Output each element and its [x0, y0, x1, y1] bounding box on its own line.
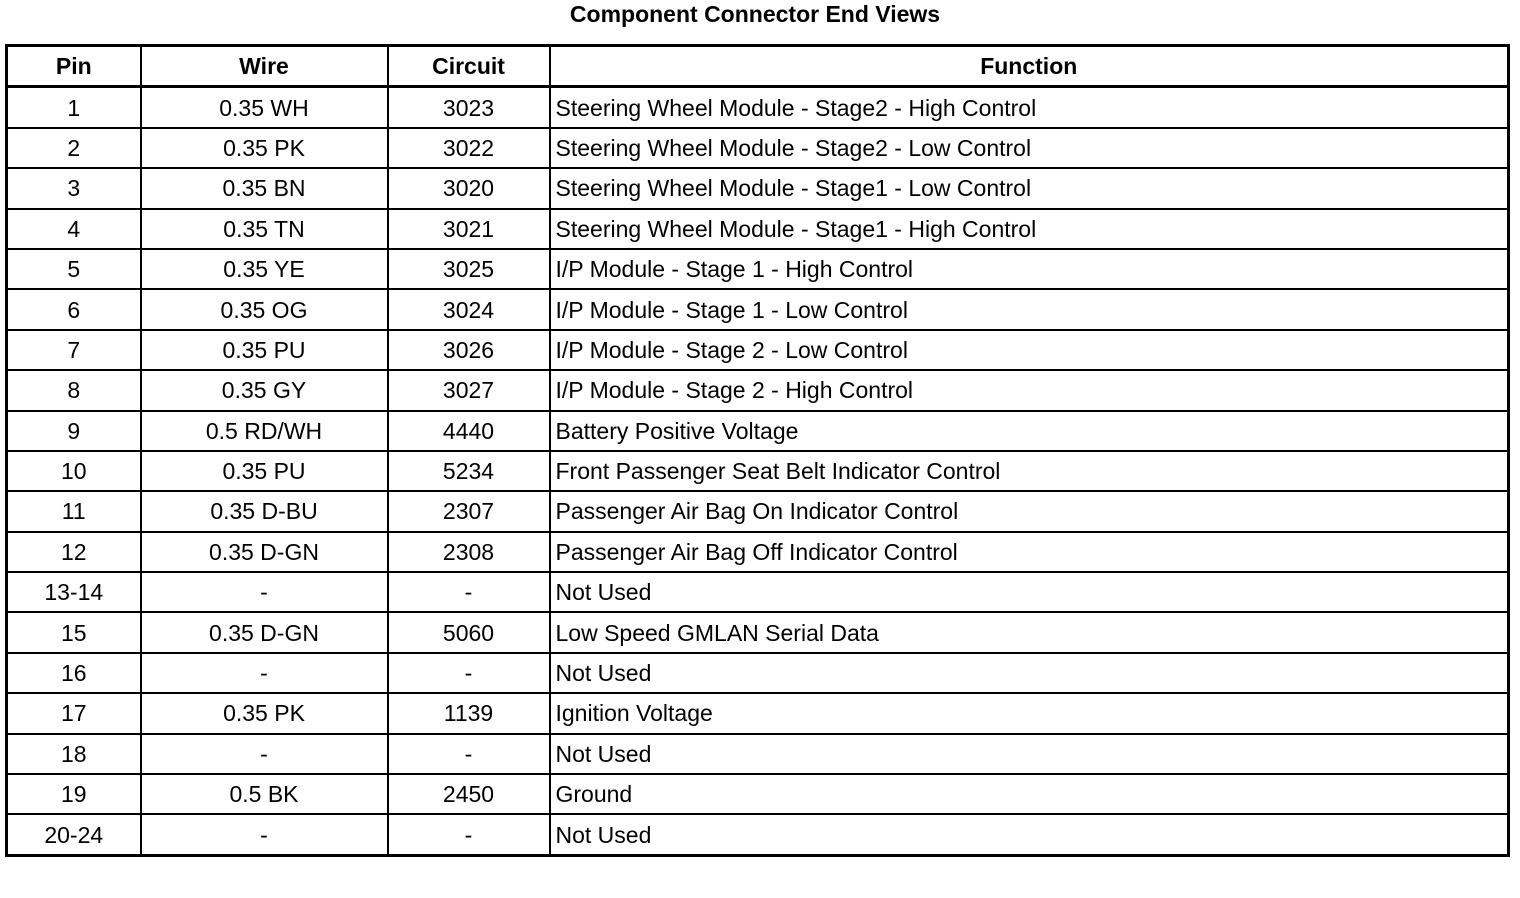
function-cell: Ground [550, 774, 1509, 814]
circuit-cell: 2450 [388, 774, 550, 814]
function-cell: Passenger Air Bag On Indicator Control [550, 491, 1509, 531]
wire-cell: 0.35 TN [141, 209, 388, 249]
wire-cell: 0.35 D-GN [141, 612, 388, 652]
table-row [7, 289, 1509, 329]
circuit-cell: - [388, 814, 550, 855]
pin-cell: 17 [7, 693, 141, 733]
header-pin: Pin [7, 46, 141, 87]
pin-cell: 6 [7, 289, 141, 329]
circuit-cell: 3025 [388, 249, 550, 289]
function-cell: Ignition Voltage [550, 693, 1509, 733]
circuit-cell: 3022 [388, 128, 550, 168]
table-row [7, 532, 1509, 572]
pin-cell: 9 [7, 411, 141, 451]
header-function: Function [550, 46, 1509, 87]
wire-cell: 0.35 PK [141, 128, 388, 168]
table-body [7, 87, 1509, 855]
function-cell: Steering Wheel Module - Stage1 - Low Control [550, 168, 1509, 208]
pin-cell: 13-14 [7, 572, 141, 612]
function-cell: Passenger Air Bag Off Indicator Control [550, 532, 1509, 572]
table-row [7, 330, 1509, 370]
wire-cell: - [141, 734, 388, 774]
table-row [7, 87, 1509, 128]
pin-cell: 11 [7, 491, 141, 531]
function-cell: I/P Module - Stage 1 - Low Control [550, 289, 1509, 329]
pin-cell: 18 [7, 734, 141, 774]
pin-cell: 7 [7, 330, 141, 370]
table-row [7, 249, 1509, 289]
table-row [7, 734, 1509, 774]
table-row [7, 814, 1509, 855]
wire-cell: 0.35 WH [141, 87, 388, 128]
pin-cell: 8 [7, 370, 141, 410]
table-row [7, 128, 1509, 168]
circuit-cell: 3026 [388, 330, 550, 370]
circuit-cell: 3021 [388, 209, 550, 249]
circuit-cell: 5060 [388, 612, 550, 652]
function-cell: I/P Module - Stage 2 - Low Control [550, 330, 1509, 370]
function-cell: Not Used [550, 572, 1509, 612]
function-cell: I/P Module - Stage 1 - High Control [550, 249, 1509, 289]
function-cell: Steering Wheel Module - Stage2 - High Control [550, 87, 1509, 128]
wire-cell: 0.35 YE [141, 249, 388, 289]
pin-cell: 3 [7, 168, 141, 208]
function-cell: Steering Wheel Module - Stage1 - High Control [550, 209, 1509, 249]
function-cell: Front Passenger Seat Belt Indicator Control [550, 451, 1509, 491]
circuit-cell: 5234 [388, 451, 550, 491]
wire-cell: - [141, 814, 388, 855]
table-row [7, 491, 1509, 531]
table-header-row [7, 46, 1509, 87]
function-cell: Battery Positive Voltage [550, 411, 1509, 451]
wire-cell: - [141, 572, 388, 612]
pin-cell: 1 [7, 87, 141, 128]
function-cell: Low Speed GMLAN Serial Data [550, 612, 1509, 652]
connector-pinout-table [5, 44, 1510, 857]
wire-cell: 0.35 PK [141, 693, 388, 733]
function-cell: Steering Wheel Module - Stage2 - Low Control [550, 128, 1509, 168]
wire-cell: 0.35 OG [141, 289, 388, 329]
wire-cell: 0.35 D-BU [141, 491, 388, 531]
pin-cell: 20-24 [7, 814, 141, 855]
table-row [7, 693, 1509, 733]
pin-cell: 12 [7, 532, 141, 572]
wire-cell: 0.35 GY [141, 370, 388, 410]
pin-cell: 16 [7, 653, 141, 693]
circuit-cell: 2307 [388, 491, 550, 531]
circuit-cell: 3024 [388, 289, 550, 329]
circuit-cell: - [388, 653, 550, 693]
header-circuit: Circuit [388, 46, 550, 87]
pin-cell: 4 [7, 209, 141, 249]
function-cell: Not Used [550, 653, 1509, 693]
circuit-cell: 3027 [388, 370, 550, 410]
circuit-cell: 3023 [388, 87, 550, 128]
pin-cell: 5 [7, 249, 141, 289]
function-cell: Not Used [550, 734, 1509, 774]
table-row [7, 411, 1509, 451]
table-row [7, 572, 1509, 612]
circuit-cell: 4440 [388, 411, 550, 451]
page-title: Component Connector End Views [569, 1, 941, 27]
function-cell: Not Used [550, 814, 1509, 855]
wire-cell: 0.35 BN [141, 168, 388, 208]
pin-cell: 2 [7, 128, 141, 168]
pin-cell: 10 [7, 451, 141, 491]
circuit-cell: - [388, 572, 550, 612]
table-row [7, 370, 1509, 410]
table-row [7, 653, 1509, 693]
wire-cell: - [141, 653, 388, 693]
table-row [7, 774, 1509, 814]
table-row [7, 209, 1509, 249]
wire-cell: 0.35 D-GN [141, 532, 388, 572]
wire-cell: 0.35 PU [141, 451, 388, 491]
pin-cell: 15 [7, 612, 141, 652]
circuit-cell: 2308 [388, 532, 550, 572]
wire-cell: 0.5 RD/WH [141, 411, 388, 451]
table-row [7, 451, 1509, 491]
header-wire: Wire [141, 46, 388, 87]
circuit-cell: 1139 [388, 693, 550, 733]
wire-cell: 0.35 PU [141, 330, 388, 370]
circuit-cell: - [388, 734, 550, 774]
function-cell: I/P Module - Stage 2 - High Control [550, 370, 1509, 410]
table-row [7, 612, 1509, 652]
table-row [7, 168, 1509, 208]
pin-cell: 19 [7, 774, 141, 814]
circuit-cell: 3020 [388, 168, 550, 208]
wire-cell: 0.5 BK [141, 774, 388, 814]
